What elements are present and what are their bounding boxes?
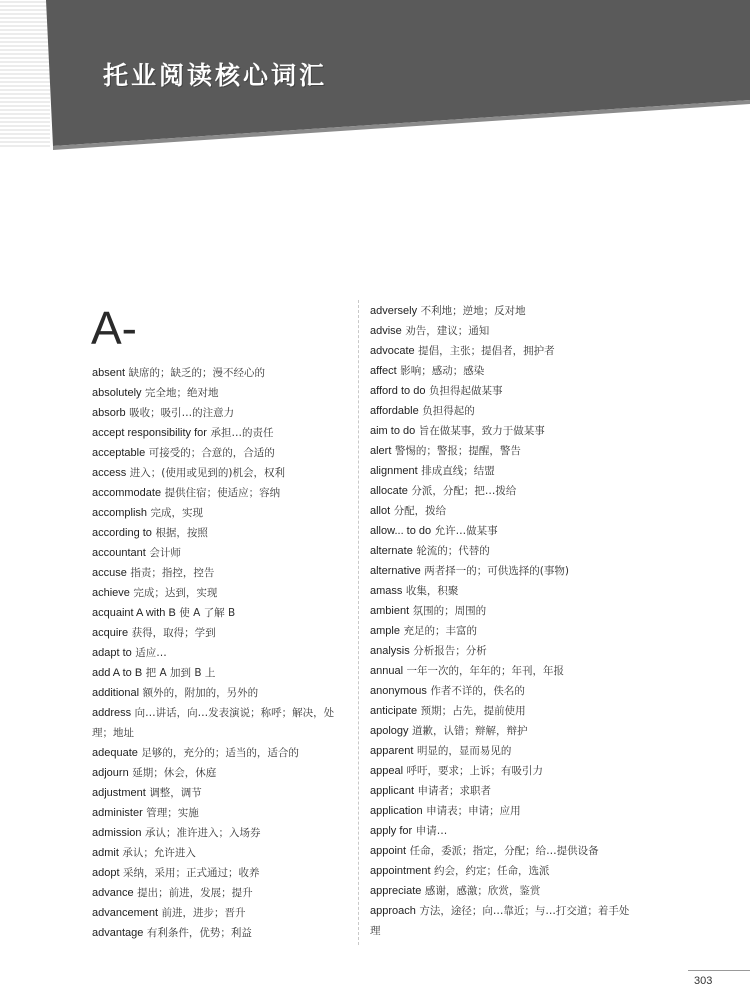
vocab-entry [92, 743, 355, 763]
vocab-word: affect [370, 365, 397, 377]
vocab-word: allot [370, 505, 391, 517]
footer-rule [688, 970, 750, 971]
vocab-definition: 申请者；求职者 [417, 785, 492, 797]
vocab-definition: 缺席的；缺乏的；漫不经心的 [128, 367, 266, 379]
vocab-word: appeal [370, 765, 404, 777]
banner-stripes [0, 0, 52, 150]
vocab-entry [92, 463, 355, 483]
vocab-definition: 额外的，附加的，另外的 [142, 687, 259, 699]
vocab-entry [370, 361, 638, 381]
letter-heading: A- [91, 302, 137, 354]
vocab-word: applicant [370, 785, 415, 797]
page-number: 303 [694, 975, 713, 987]
column-divider [358, 300, 359, 945]
vocab-entry [92, 923, 355, 943]
vocab-definition: 分析报告；分析 [413, 645, 487, 657]
vocab-entry [370, 461, 638, 481]
vocab-word: apply for [370, 825, 413, 837]
vocab-entry [370, 381, 638, 401]
vocab-definition: 吸收；吸引…的注意力 [129, 407, 235, 419]
vocab-definition: 指责；指控，控告 [130, 567, 215, 579]
vocab-word: ample [370, 625, 400, 637]
vocab-word: acquaint A with B [92, 607, 176, 619]
vocab-definition: 任命，委派；指定，分配；给…提供设备 [409, 845, 599, 857]
vocab-entry [92, 783, 355, 803]
vocab-entry [370, 821, 638, 841]
vocab-definition: 使 A 了解 B [179, 607, 236, 619]
vocab-entry [370, 621, 638, 641]
vocab-definition: 两者择一的；可供选择的(事物) [424, 565, 569, 577]
vocab-word: appointment [370, 865, 431, 877]
vocab-word: affordable [370, 405, 419, 417]
vocab-word: achieve [92, 587, 130, 599]
vocab-entry [370, 881, 638, 901]
vocab-entry [92, 543, 355, 563]
vocab-word: anonymous [370, 685, 427, 697]
vocab-definition: 向…讲话，向…发表演说；称呼；解决，处理；地址 [92, 707, 335, 739]
vocab-entry [370, 321, 638, 341]
vocab-entry [370, 541, 638, 561]
vocab-entry [370, 661, 638, 681]
vocab-word: analysis [370, 645, 410, 657]
vocab-definition: 轮流的；代替的 [416, 545, 490, 557]
vocab-word: alternate [370, 545, 413, 557]
vocab-entry [92, 663, 355, 683]
vocab-definition: 旨在做某事，致力于做某事 [418, 425, 545, 437]
vocab-word: adversely [370, 305, 418, 317]
vocab-entry [370, 781, 638, 801]
vocab-entry [92, 803, 355, 823]
vocab-word: advocate [370, 345, 415, 357]
vocab-word: annual [370, 665, 404, 677]
vocab-definition: 氛围的；周围的 [412, 605, 487, 617]
vocab-word: ambient [370, 605, 410, 617]
vocab-definition: 排成直线；结盟 [421, 465, 495, 477]
vocab-definition: 承认；准许进入；入场券 [145, 827, 261, 839]
vocab-definition: 呼吁，要求；上诉；有吸引力 [406, 765, 544, 777]
vocab-definition: 提倡，主张；提倡者，拥护者 [418, 345, 555, 357]
vocab-entry [92, 863, 355, 883]
vocab-word: application [370, 805, 423, 817]
vocab-definition: 警惕的；警报；提醒，警告 [394, 445, 521, 457]
vocab-definition: 作者不详的，佚名的 [430, 685, 525, 697]
vocab-definition: 申请表；申请；应用 [426, 805, 521, 817]
vocab-word: add A to B [92, 667, 143, 679]
vocab-definition: 感谢，感激；欣赏，鉴赏 [424, 885, 541, 897]
vocab-entry [370, 521, 638, 541]
vocab-definition: 提供住宿；使适应；容纳 [164, 487, 281, 499]
vocab-definition: 延期；休会，休庭 [132, 767, 217, 779]
vocab-entry [92, 643, 355, 663]
vocab-definition: 收集，积聚 [405, 585, 459, 597]
vocab-definition: 进入；(使用或见到的)机会，权利 [129, 467, 285, 479]
vocab-definition: 管理；实施 [146, 807, 199, 819]
vocab-entry [370, 721, 638, 741]
vocab-entry [92, 703, 355, 743]
vocab-word: allocate [370, 485, 408, 497]
vocab-entry [370, 441, 638, 461]
vocab-word: accuse [92, 567, 127, 579]
vocab-definition: 可接受的；合意的，合适的 [148, 447, 275, 459]
vocab-word: adjourn [92, 767, 129, 779]
vocab-definition: 采纳，采用；正式通过；收养 [123, 867, 260, 879]
vocab-entry [92, 763, 355, 783]
vocab-word: admission [92, 827, 142, 839]
vocab-word: accept responsibility for [92, 427, 207, 439]
vocab-entry [92, 623, 355, 643]
vocab-entry [92, 823, 355, 843]
vocabulary-list-left [92, 363, 355, 943]
vocab-definition: 不利地；逆地；反对地 [420, 305, 526, 317]
vocab-entry [370, 401, 638, 421]
vocab-word: alert [370, 445, 392, 457]
vocab-definition: 完全地；绝对地 [145, 387, 219, 399]
vocab-entry [370, 561, 638, 581]
vocab-definition: 负担得起的 [422, 405, 475, 417]
vocab-entry [92, 383, 355, 403]
vocab-word: additional [92, 687, 140, 699]
vocab-entry [92, 883, 355, 903]
vocab-definition: 调整，调节 [149, 787, 202, 799]
vocab-entry [92, 843, 355, 863]
vocab-definition: 完成，实现 [150, 507, 204, 519]
vocab-entry [92, 523, 355, 543]
vocab-entry [370, 301, 638, 321]
vocab-entry [92, 563, 355, 583]
vocab-word: accommodate [92, 487, 162, 499]
vocab-entry [92, 583, 355, 603]
vocab-word: absent [92, 367, 126, 379]
vocab-word: alignment [370, 465, 418, 477]
vocab-definition: 申请… [415, 825, 448, 837]
vocab-entry [370, 641, 638, 661]
vocab-word: absolutely [92, 387, 142, 399]
vocab-definition: 方法，途径；向…靠近；与…打交道；着手处理 [370, 905, 630, 937]
vocab-definition: 会计师 [149, 547, 181, 559]
vocab-entry [370, 701, 638, 721]
vocab-word: afford to do [370, 385, 426, 397]
vocab-entry [92, 903, 355, 923]
vocab-definition: 允许…做某事 [434, 525, 498, 537]
vocab-definition: 承认；允许进入 [122, 847, 196, 859]
page-title: 托业阅读核心词汇 [103, 61, 328, 90]
vocab-definition: 分派，分配；把…拨给 [411, 485, 517, 497]
vocab-entry [92, 603, 355, 623]
vocab-word: adequate [92, 747, 138, 759]
vocab-definition: 一年一次的，年年的；年刊，年报 [406, 665, 565, 677]
vocab-word: apology [370, 725, 409, 737]
vocab-word: advantage [92, 927, 144, 939]
vocab-entry [370, 601, 638, 621]
vocab-entry [370, 761, 638, 781]
vocab-entry [92, 483, 355, 503]
vocab-word: appreciate [370, 885, 422, 897]
vocab-word: access [92, 467, 127, 479]
vocab-entry [92, 423, 355, 443]
vocab-word: admit [92, 847, 119, 859]
vocab-definition: 约会，约定；任命，选派 [434, 865, 550, 877]
vocab-word: aim to do [370, 425, 416, 437]
vocab-word: advancement [92, 907, 159, 919]
vocab-word: accountant [92, 547, 146, 559]
vocab-entry [370, 341, 638, 361]
vocab-word: allow... to do [370, 525, 432, 537]
vocab-entry [370, 481, 638, 501]
vocab-definition: 承担…的责任 [210, 427, 274, 439]
vocab-definition: 提出；前进，发展；提升 [137, 887, 253, 899]
vocab-entry [370, 681, 638, 701]
vocab-definition: 适应… [135, 647, 167, 659]
vocab-definition: 足够的，充分的；适当的，适合的 [141, 747, 299, 759]
vocab-word: absorb [92, 407, 126, 419]
vocab-entry [92, 683, 355, 703]
vocab-definition: 道歉，认错；辩解，辩护 [412, 725, 528, 737]
vocabulary-list-right [370, 301, 638, 941]
vocab-definition: 明显的，显而易见的 [416, 745, 512, 757]
vocab-entry [370, 841, 638, 861]
vocab-word: approach [370, 905, 416, 917]
vocab-word: accomplish [92, 507, 148, 519]
vocab-definition: 完成；达到，实现 [133, 587, 218, 599]
vocab-definition: 预期；占先，提前使用 [420, 705, 526, 717]
vocab-entry [370, 901, 638, 941]
vocab-word: amass [370, 585, 403, 597]
vocab-definition: 劝告，建议；通知 [405, 325, 490, 337]
vocab-word: adjustment [92, 787, 146, 799]
vocab-entry [92, 363, 355, 383]
vocab-word: alternative [370, 565, 421, 577]
vocab-definition: 影响；感动；感染 [400, 365, 485, 377]
vocab-entry [92, 443, 355, 463]
vocab-word: advise [370, 325, 402, 337]
vocab-entry [92, 403, 355, 423]
vocab-word: adapt to [92, 647, 132, 659]
vocab-word: adopt [92, 867, 120, 879]
vocab-word: address [92, 707, 132, 719]
vocab-word: apparent [370, 745, 414, 757]
vocab-entry [370, 421, 638, 441]
vocab-word: acquire [92, 627, 129, 639]
vocab-definition: 充足的；丰富的 [403, 625, 477, 637]
vocab-entry [370, 581, 638, 601]
vocab-definition: 把 A 加到 B 上 [145, 667, 216, 679]
vocab-entry [370, 501, 638, 521]
vocab-definition: 有利条件，优势；利益 [146, 927, 252, 939]
vocab-definition: 分配，拨给 [393, 505, 447, 517]
vocab-word: acceptable [92, 447, 146, 459]
vocab-entry [370, 741, 638, 761]
vocab-word: according to [92, 527, 152, 539]
vocab-entry [370, 801, 638, 821]
vocab-definition: 根据，按照 [155, 527, 208, 539]
vocab-definition: 前进，进步；晋升 [161, 907, 246, 919]
vocab-entry [370, 861, 638, 881]
vocab-word: anticipate [370, 705, 418, 717]
vocab-entry [92, 503, 355, 523]
vocab-definition: 获得，取得；学到 [131, 627, 216, 639]
vocab-word: administer [92, 807, 143, 819]
vocab-word: advance [92, 887, 134, 899]
vocab-definition: 负担得起做某事 [428, 385, 503, 397]
vocab-word: appoint [370, 845, 407, 857]
